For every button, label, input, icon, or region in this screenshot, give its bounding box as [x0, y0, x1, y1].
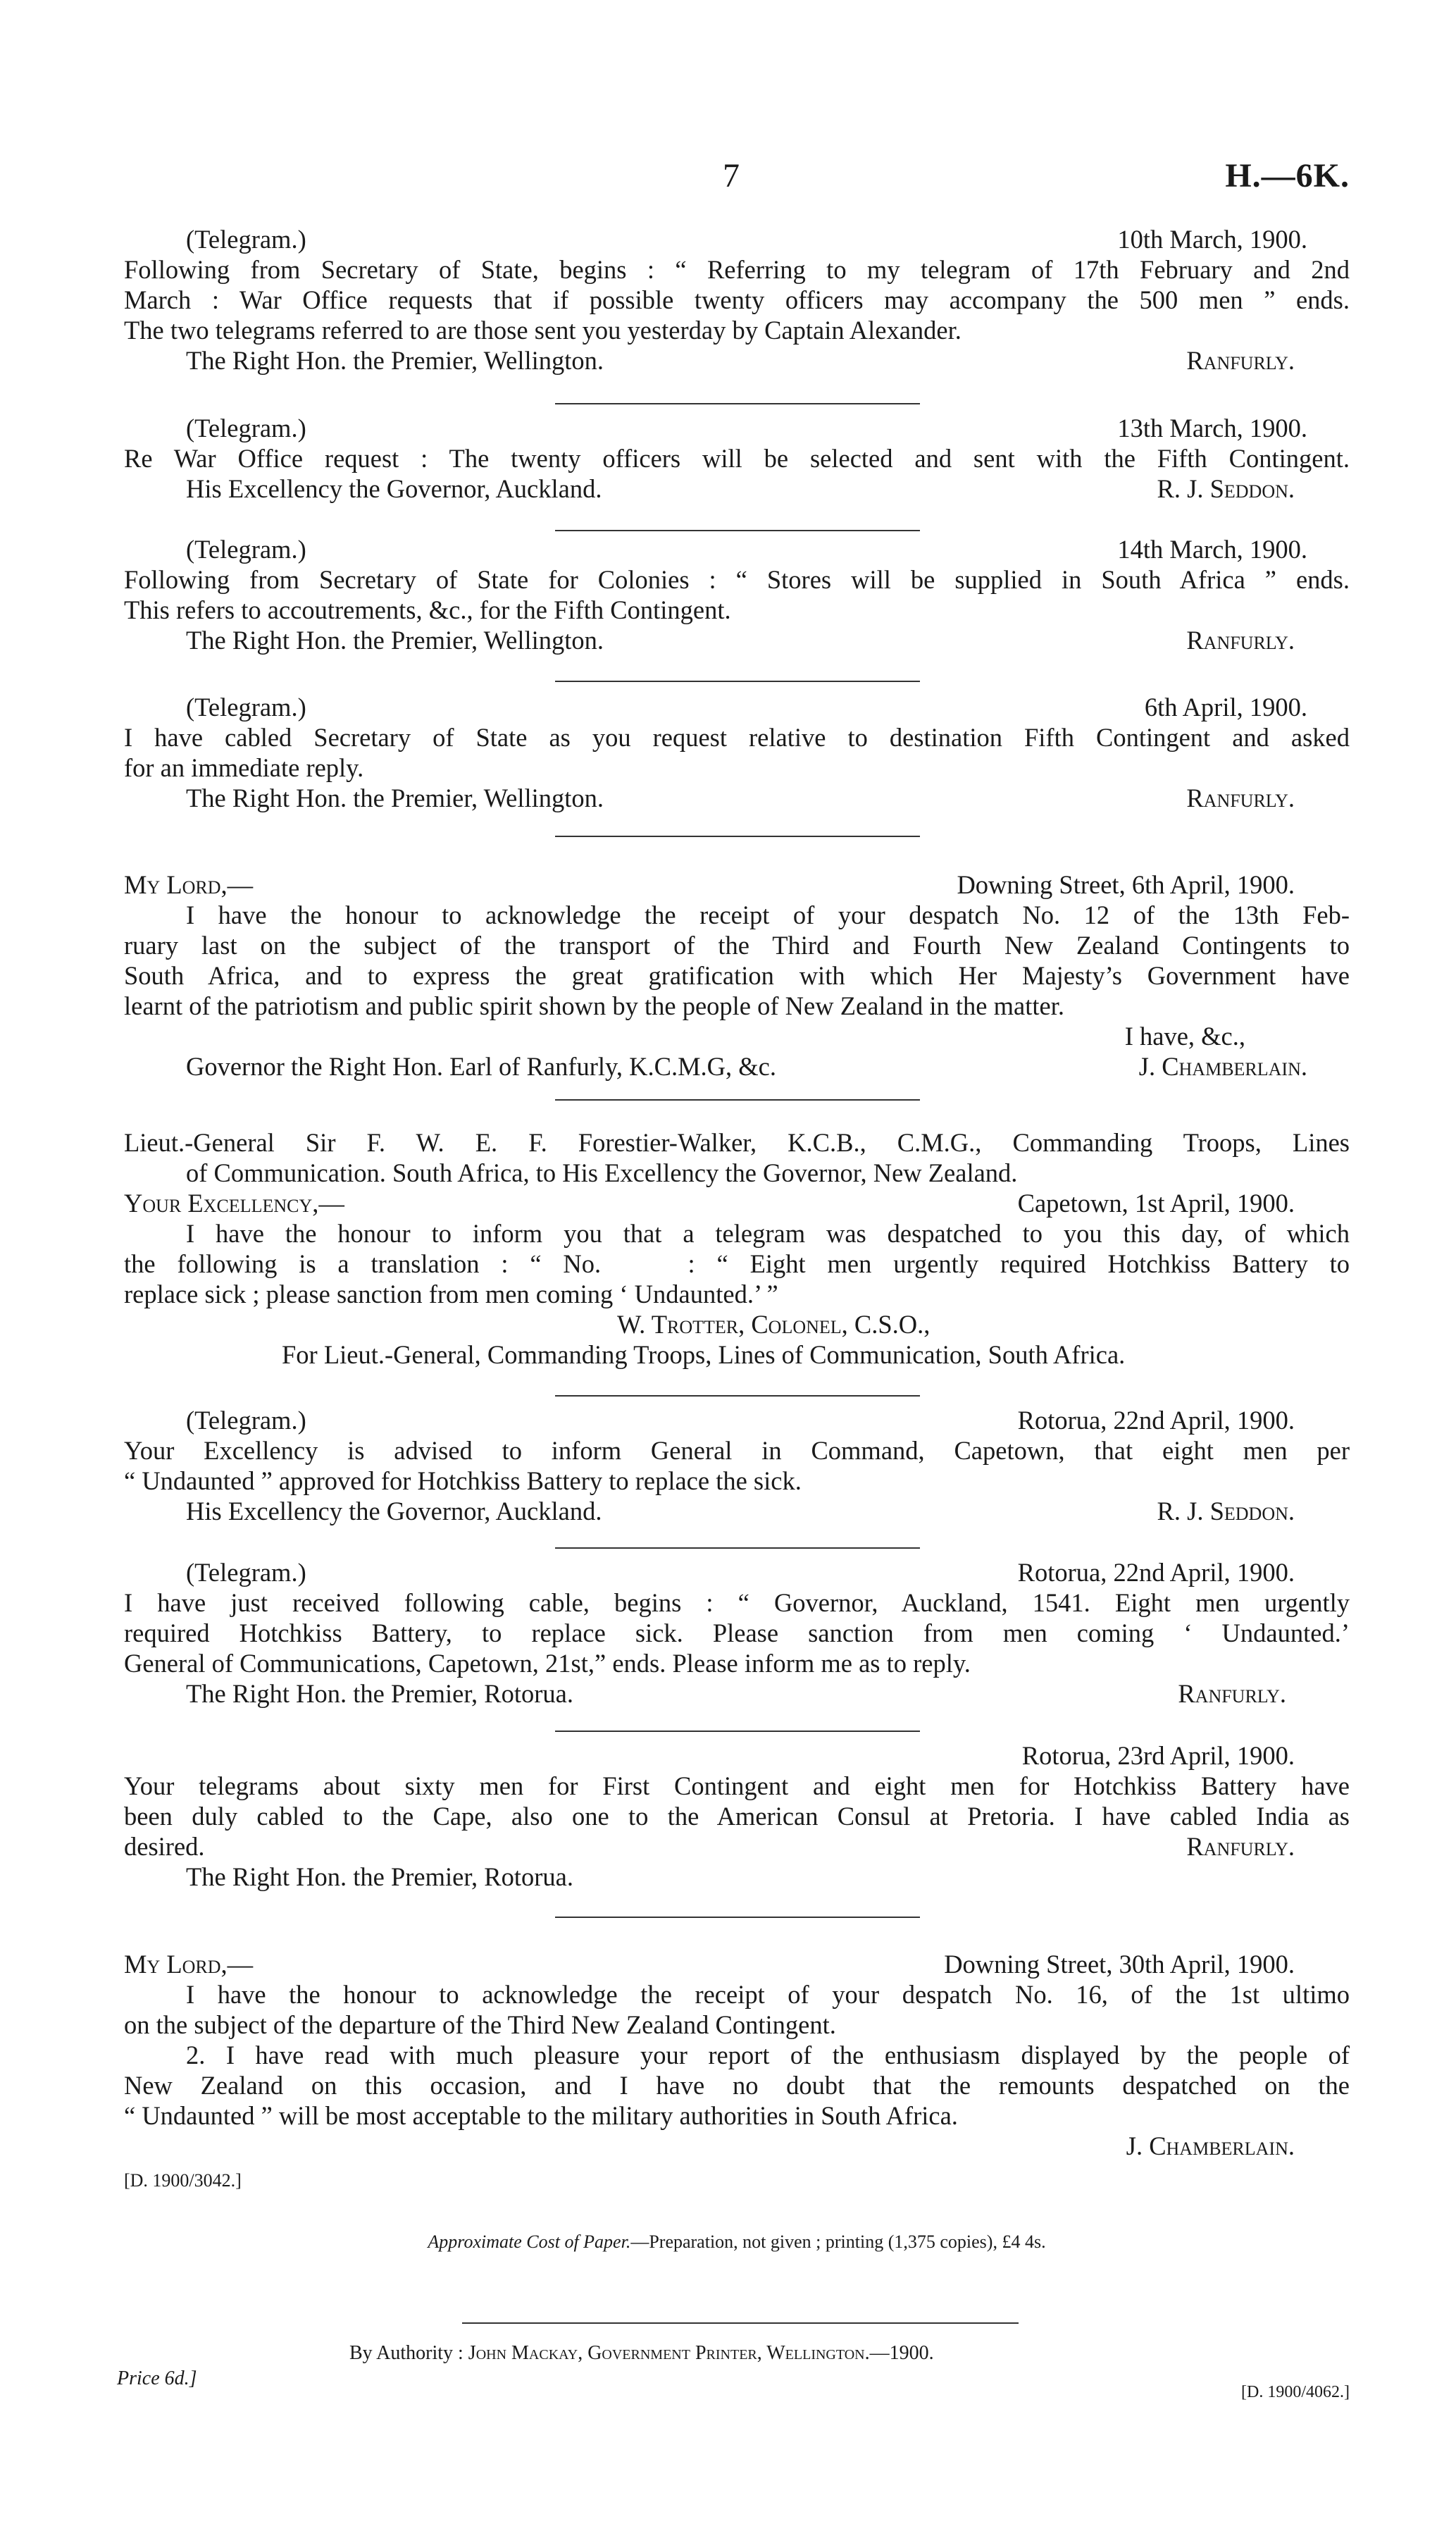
- body-line: I have the honour to acknowledge the receipt of your despatch No. 12 of the 13th Feb-: [186, 900, 1350, 929]
- telegram-label: (Telegram.): [186, 414, 306, 442]
- body-line: General of Communications, Capetown, 21st,” ends. Please inform me as to reply.: [124, 1649, 971, 1678]
- body-line: been duly cabled to the Cape, also one to the American Consul at Pretoria. I have cabled India as: [124, 1802, 1350, 1831]
- date-line: Capetown, 1st April, 1900.: [1017, 1189, 1295, 1218]
- salutation: My Lord,—: [124, 1950, 254, 1979]
- printer-line: [349, 2338, 1195, 2368]
- body-line: the following is a translation : “ No. : “ Eight men urgently required Hotchkiss Battery to: [124, 1249, 1350, 1278]
- telegram-rotorua-22-april-1: [124, 1405, 1350, 1526]
- body-line: This refers to accoutrements, &c., for the Fifth Contingent.: [124, 595, 731, 624]
- body-line: on the subject of the departure of the Third New Zealand Contingent.: [124, 2010, 836, 2039]
- telegram-13-march: [124, 413, 1350, 504]
- body-line: South Africa, and to express the great gratification with which Her Majesty’s Government have: [124, 961, 1350, 990]
- cost-label: Approximate Cost of Paper.: [428, 2231, 631, 2252]
- telegram-label: (Telegram.): [186, 1558, 306, 1587]
- signature: Ranfurly.: [1186, 626, 1295, 655]
- telegram-14-march: [124, 534, 1350, 655]
- body-line: ruary last on the subject of the transport of the Third and Fourth New Zealand Contingents to: [124, 931, 1350, 960]
- date-line: Downing Street, 6th April, 1900.: [957, 870, 1295, 899]
- printer-name: John Mackay, Government Printer, Wellington.—1900.: [468, 2342, 934, 2364]
- addressee: Governor the Right Hon. Earl of Ranfurly, K.C.M.G, &c.: [186, 1052, 777, 1081]
- body-line: replace sick ; please sanction from men coming ‘ Undaunted.’ ”: [124, 1280, 778, 1308]
- signature: J. Chamberlain.: [1138, 1052, 1307, 1081]
- divider: [555, 1917, 920, 1918]
- date-line: 6th April, 1900.: [1144, 693, 1307, 722]
- signature: Ranfurly.: [1186, 784, 1295, 812]
- addressee: The Right Hon. the Premier, Wellington.: [186, 784, 604, 812]
- body-line: Following from Secretary of State, begins : “ Referring to my telegram of 17th February and 2nd: [124, 255, 1350, 284]
- signature: W. Trotter, Colonel, C.S.O.,: [617, 1310, 931, 1339]
- body-line: The two telegrams referred to are those sent you yesterday by Captain Alexander.: [124, 316, 962, 345]
- divider: [555, 1731, 920, 1732]
- despatch-30-april: [124, 1949, 1350, 2191]
- price: Price 6d.]: [117, 2367, 197, 2389]
- letter-heading: Lieut.-General Sir F. W. E. F. Forestier-Walker, K.C.B., C.M.G., Commanding Troops, Lines: [124, 1128, 1350, 1157]
- telegram-6-april: [124, 692, 1350, 813]
- addressee: The Right Hon. the Premier, Rotorua.: [186, 1679, 573, 1708]
- closing: I have, &c.,: [1124, 1022, 1245, 1051]
- date-line: 14th March, 1900.: [1117, 535, 1307, 564]
- date-line: 10th March, 1900.: [1117, 225, 1307, 254]
- body-line: I have the honour to inform you that a telegram was despatched to you this day, of which: [186, 1219, 1350, 1248]
- date-line: Rotorua, 23rd April, 1900.: [1021, 1741, 1295, 1770]
- file-reference: [D. 1900/3042.]: [124, 2170, 242, 2191]
- cost-note: [124, 2227, 1350, 2257]
- letter-heading: of Communication. South Africa, to His Excellency the Governor, New Zealand.: [186, 1158, 1018, 1187]
- footer-divider: [462, 2322, 1019, 2324]
- letter-forestier-walker: [124, 1127, 1350, 1370]
- addressee: The Right Hon. the Premier, Wellington.: [186, 346, 604, 375]
- addressee: The Right Hon. the Premier, Rotorua.: [186, 1862, 573, 1891]
- body-line: learnt of the patriotism and public spirit shown by the people of New Zealand in the matter.: [124, 991, 1064, 1020]
- body-line: I have the honour to acknowledge the receipt of your despatch No. 16, of the 1st ultimo: [186, 1980, 1350, 2009]
- signature: R. J. Seddon.: [1157, 474, 1295, 503]
- date-line: Rotorua, 22nd April, 1900.: [1017, 1558, 1295, 1587]
- paper-reference: H.—6K.: [1225, 157, 1350, 194]
- body-line: Following from Secretary of State for Colonies : “ Stores will be supplied in South Africa ” ends.: [124, 565, 1350, 594]
- salutation: Your Excellency,—: [124, 1189, 344, 1218]
- salutation: My Lord,—: [124, 870, 254, 899]
- divider: [555, 403, 920, 404]
- date-line: Rotorua, 22nd April, 1900.: [1017, 1406, 1295, 1435]
- body-line: Your Excellency is advised to inform General in Command, Capetown, that eight men per: [124, 1436, 1350, 1465]
- despatch-6-april: [124, 869, 1350, 1082]
- addressee: The Right Hon. the Premier, Wellington.: [186, 626, 604, 655]
- authority-prefix: By Authority :: [349, 2342, 463, 2364]
- divider: [555, 1547, 920, 1549]
- body-line: “ Undaunted ” will be most acceptable to the military authorities in South Africa.: [124, 2101, 958, 2130]
- body-line: Re War Office request : The twenty officers will be selected and sent with the Fifth Contingent.: [124, 444, 1350, 473]
- telegram-label: (Telegram.): [186, 693, 306, 722]
- divider: [555, 681, 920, 682]
- body-line: New Zealand on this occasion, and I have no doubt that the remounts despatched on the: [124, 2071, 1350, 2100]
- signature: J. Chamberlain.: [1126, 2131, 1295, 2160]
- telegram-rotorua-23-april: [124, 1740, 1350, 1892]
- date-line: 13th March, 1900.: [1117, 414, 1307, 442]
- body-line: I have just received following cable, begins : “ Governor, Auckland, 1541. Eight men urgently: [124, 1588, 1350, 1617]
- signature: Ranfurly.: [1186, 1832, 1295, 1861]
- telegram-label: (Telegram.): [186, 225, 306, 254]
- signature: Ranfurly.: [1178, 1679, 1286, 1708]
- body-line: March : War Office requests that if possible twenty officers may accompany the 500 men ” ends.: [124, 285, 1350, 314]
- addressee: His Excellency the Governor, Auckland.: [186, 1497, 602, 1525]
- telegram-10-march: [124, 224, 1350, 376]
- body-line: required Hotchkiss Battery, to replace sick. Please sanction from men coming ‘ Undaunted.’: [124, 1618, 1350, 1647]
- body-line: for an immediate reply.: [124, 753, 364, 782]
- telegram-rotorua-22-april-2: [124, 1557, 1350, 1709]
- signature: Ranfurly.: [1186, 346, 1295, 375]
- body-line: Your telegrams about sixty men for First Contingent and eight men for Hotchkiss Battery have: [124, 1771, 1350, 1800]
- telegram-label: (Telegram.): [186, 1406, 306, 1435]
- date-line: Downing Street, 30th April, 1900.: [944, 1950, 1295, 1979]
- divider: [555, 1099, 920, 1101]
- divider: [555, 530, 920, 531]
- page-number: 7: [723, 157, 740, 194]
- signature: R. J. Seddon.: [1157, 1497, 1295, 1525]
- divider: [555, 836, 920, 837]
- footer-file-reference: [D. 1900/4062.]: [1241, 2383, 1350, 2401]
- body-line: 2. I have read with much pleasure your report of the enthusiasm displayed by the people of: [186, 2041, 1350, 2069]
- divider: [555, 1395, 920, 1397]
- body-line: I have cabled Secretary of State as you request relative to destination Fifth Contingent and asked: [124, 723, 1350, 752]
- cost-text: —Preparation, not given ; printing (1,375 copies), £4 4s.: [630, 2231, 1046, 2252]
- telegram-label: (Telegram.): [186, 535, 306, 564]
- body-line: “ Undaunted ” approved for Hotchkiss Battery to replace the sick.: [124, 1466, 802, 1495]
- body-line: desired.: [124, 1832, 205, 1861]
- addressee: His Excellency the Governor, Auckland.: [186, 474, 602, 503]
- page-header: [124, 157, 1350, 203]
- signature-title: For Lieut.-General, Commanding Troops, Lines of Communication, South Africa.: [282, 1340, 1126, 1369]
